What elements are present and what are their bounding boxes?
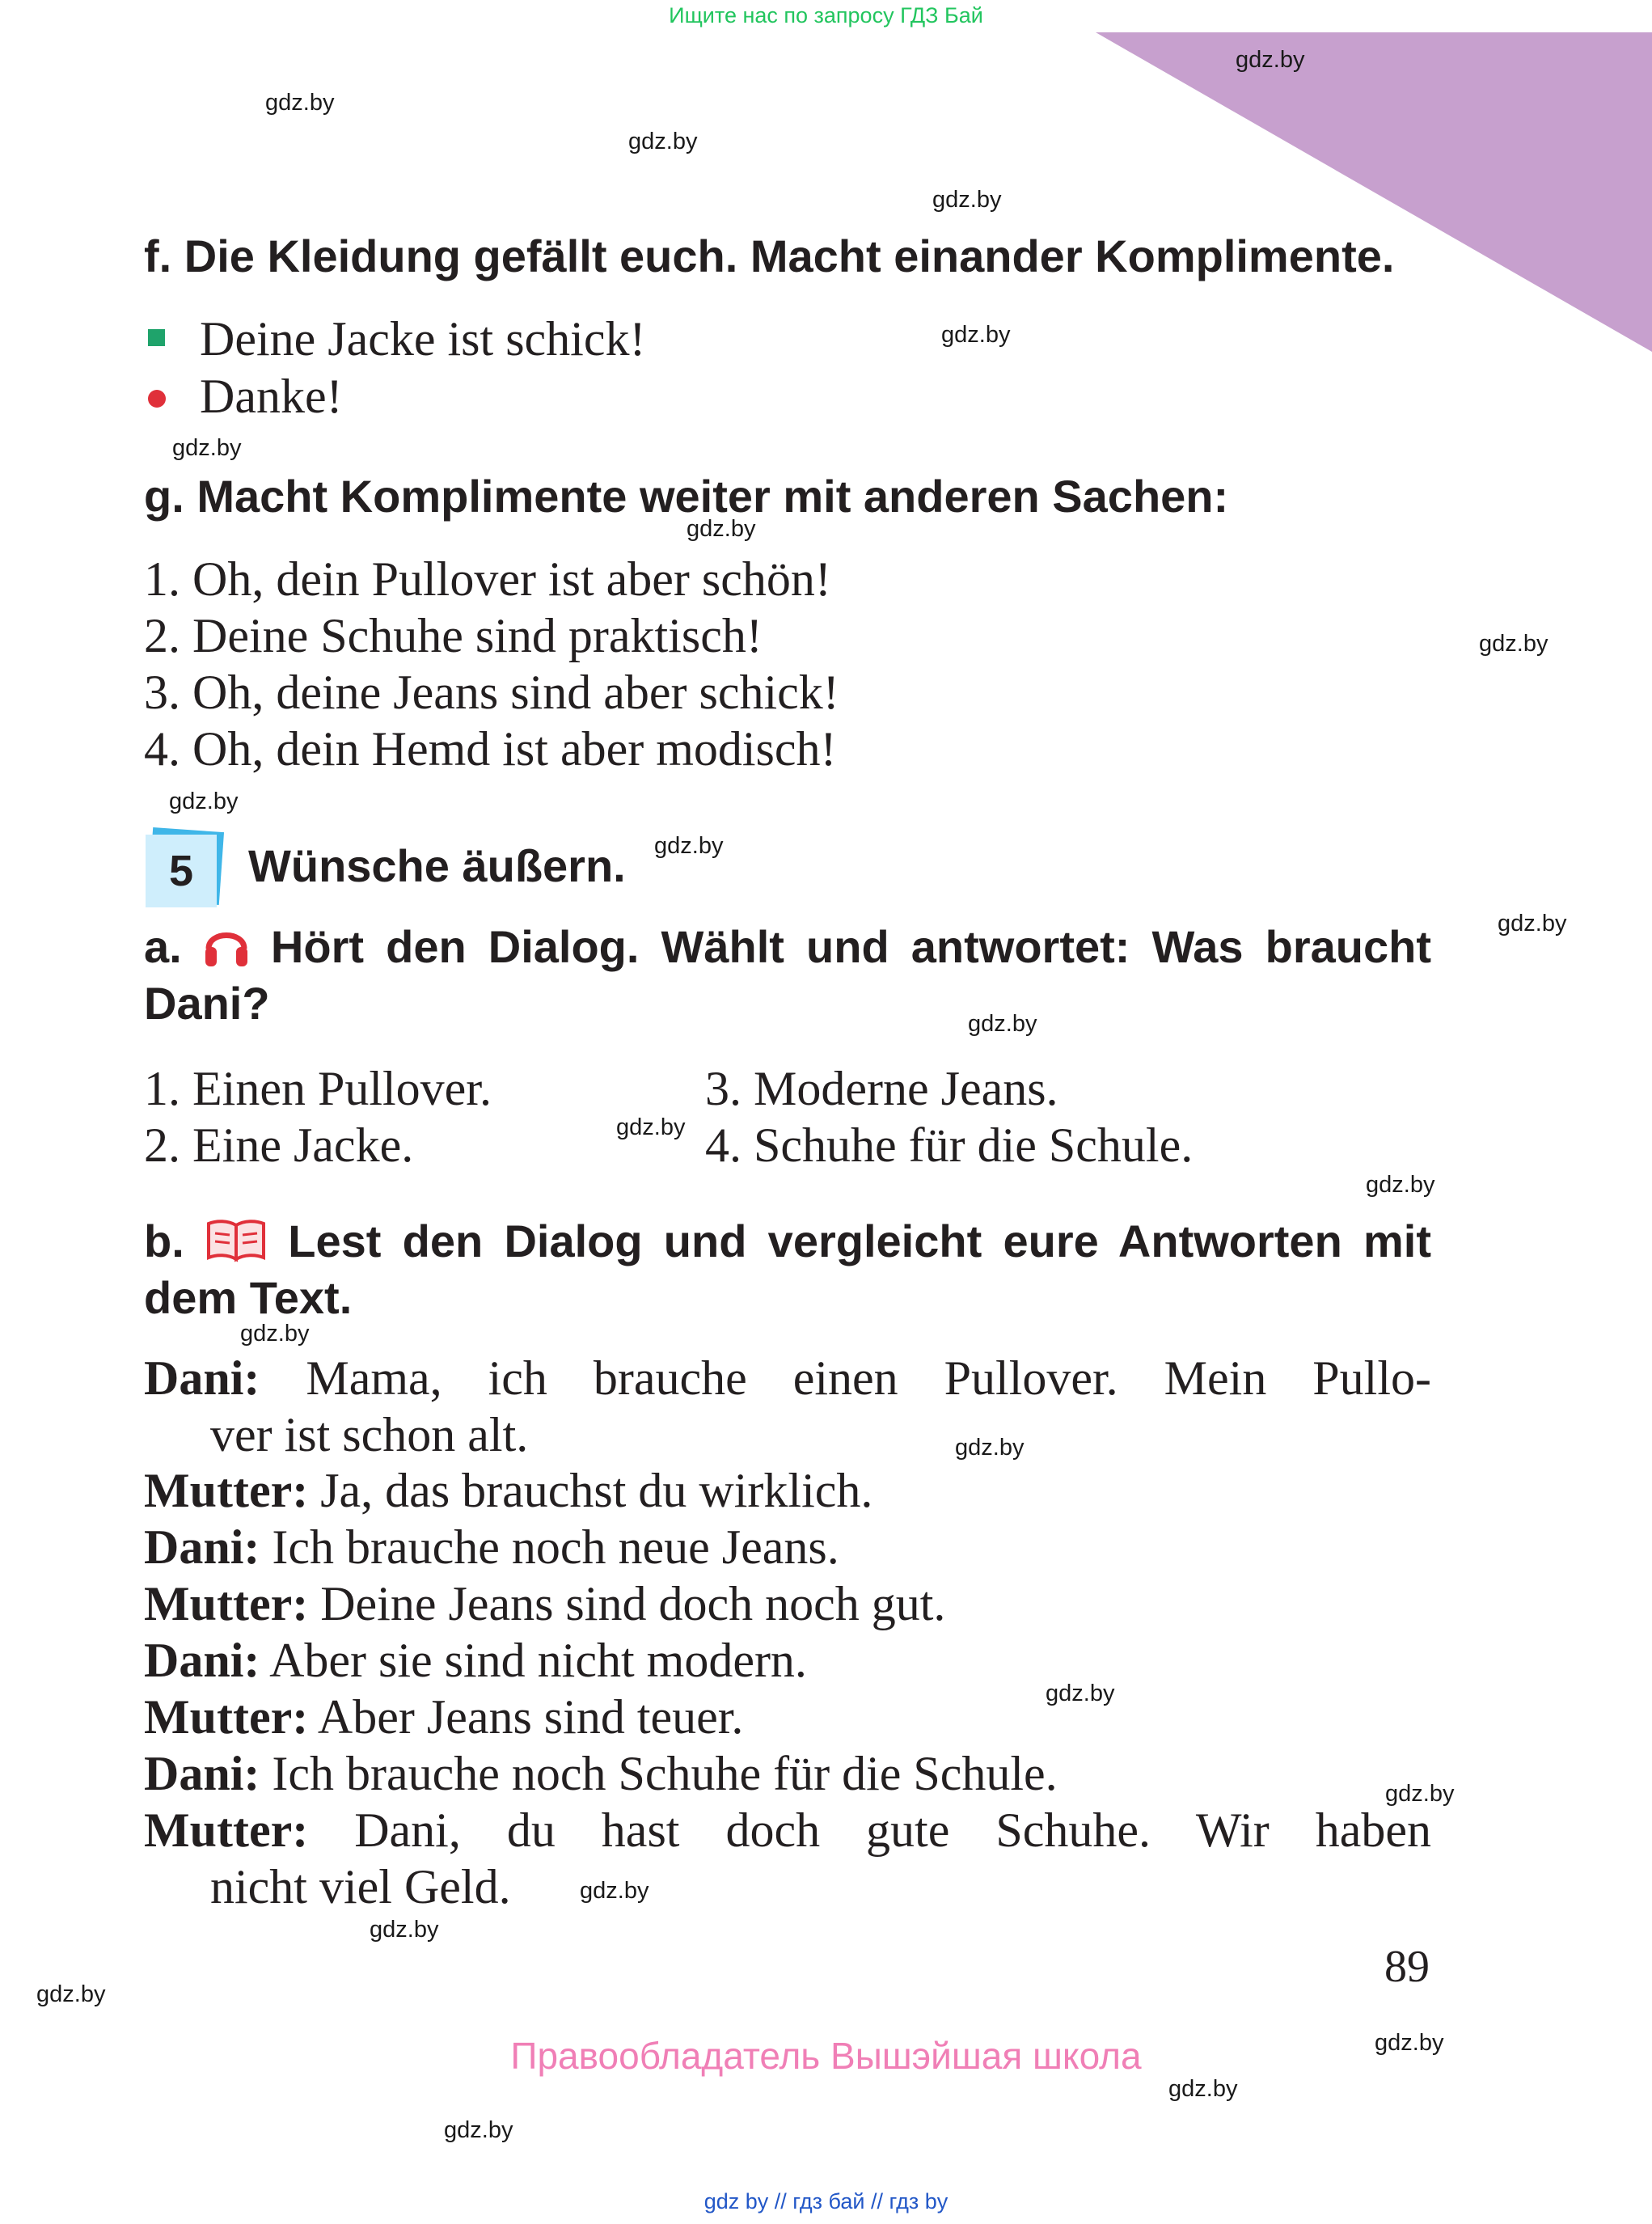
speaker: Dani: <box>144 1747 260 1800</box>
watermark: gdz.by <box>1479 631 1548 657</box>
dialog-line <box>144 1520 839 1575</box>
list-item <box>144 665 839 721</box>
section-a-line1 <box>144 920 1431 980</box>
dialog-line <box>144 1576 945 1632</box>
reply-line: Danke! <box>200 370 343 423</box>
list-item <box>144 721 837 777</box>
option-number: 3. <box>705 1062 741 1115</box>
watermark: gdz.by <box>941 322 1011 348</box>
headphones-icon <box>204 921 249 980</box>
dialog-line <box>144 1746 1058 1802</box>
dialog-line <box>144 1689 743 1745</box>
watermark: gdz.by <box>1375 2030 1444 2056</box>
item-text: Oh, dein Hemd ist aber modisch! <box>192 722 837 776</box>
watermark: gdz.by <box>1046 1681 1115 1706</box>
dialog-text: Aber sie sind nicht modern. <box>269 1634 807 1687</box>
watermark: gdz.by <box>240 1321 310 1347</box>
item-number: 1. <box>144 552 180 606</box>
section-b-text: Lest den Dialog und vergleicht eure Antworten mit <box>288 1216 1432 1266</box>
section-f-title: f. Die Kleidung gefällt euch. Macht einander Komplimente. <box>144 230 1395 281</box>
watermark: gdz.by <box>172 435 242 461</box>
watermark: gdz.by <box>580 1878 649 1904</box>
dialog-text: Dani, du hast doch gute Schuhe. Wir haben <box>354 1803 1432 1857</box>
item-text: Oh, deine Jeans sind aber schick! <box>192 666 839 719</box>
watermark: gdz.by <box>169 789 239 814</box>
green-square-icon <box>148 329 165 346</box>
dialog-text: Aber Jeans sind teuer. <box>317 1690 744 1744</box>
top-note: Ищите нас по запросу ГДЗ Бай <box>669 3 983 27</box>
bottom-links[interactable]: gdz by // гдз бай // гдз by <box>703 2189 949 2213</box>
dialog-text: Ich brauche noch neue Jeans. <box>272 1520 839 1574</box>
item-text: Oh, dein Pullover ist aber schön! <box>192 552 831 606</box>
section-a-prefix: a. <box>144 921 182 972</box>
dialog-text: Mama, ich brauche einen Pullover. Mein Pullo- <box>306 1351 1431 1405</box>
exercise-title: Wünsche äußern. <box>248 840 626 891</box>
speaker: Mutter: <box>144 1803 309 1857</box>
watermark: gdz.by <box>932 187 1002 213</box>
item-text: Deine Schuhe sind praktisch! <box>192 609 763 662</box>
watermark: gdz.by <box>654 833 724 859</box>
item-number: 2. <box>144 609 180 662</box>
option-item <box>705 1118 1193 1173</box>
option-number: 4. <box>705 1118 741 1172</box>
speaker: Dani: <box>144 1351 260 1405</box>
dialog-continuation: nicht viel Geld. <box>210 1860 511 1913</box>
item-number: 4. <box>144 722 180 776</box>
option-item <box>144 1118 413 1173</box>
section-b-line2: dem Text. <box>144 1272 353 1323</box>
red-dot-icon <box>148 390 166 408</box>
speaker: Dani: <box>144 1634 260 1687</box>
watermark: gdz.by <box>955 1435 1025 1461</box>
dialog-continuation: ver ist schon alt. <box>210 1408 529 1461</box>
watermark: gdz.by <box>1385 1781 1455 1807</box>
option-item <box>144 1061 492 1117</box>
option-text: Schuhe für die Schule. <box>754 1118 1194 1172</box>
section-b-prefix: b. <box>144 1216 184 1266</box>
dialog-line <box>144 1351 1431 1406</box>
option-item <box>705 1061 1058 1117</box>
page-number: 89 <box>1384 1942 1430 1992</box>
watermark: gdz.by <box>370 1917 439 1943</box>
dialog-text: Ja, das brauchst du wirklich. <box>320 1464 873 1517</box>
section-a-text: Hört den Dialog. Wählt und antwortet: Was braucht <box>270 921 1432 972</box>
option-number: 1. <box>144 1062 180 1115</box>
watermark: gdz.by <box>616 1114 686 1140</box>
dialog-text: Deine Jeans sind doch noch gut. <box>320 1577 946 1630</box>
option-text: Eine Jacke. <box>192 1118 414 1172</box>
option-text: Moderne Jeans. <box>754 1062 1058 1115</box>
speaker: Mutter: <box>144 1690 309 1744</box>
watermark: gdz.by <box>36 1981 106 2007</box>
dialog-line <box>144 1633 807 1689</box>
section-g-title: g. Macht Komplimente weiter mit anderen Sachen: <box>144 471 1229 522</box>
option-number: 2. <box>144 1118 180 1172</box>
watermark: gdz.by <box>1366 1172 1435 1198</box>
watermark: gdz.by <box>1498 911 1567 937</box>
dialog-text: Ich brauche noch Schuhe für die Schule. <box>272 1747 1058 1800</box>
speaker: Mutter: <box>144 1464 309 1517</box>
compliment-line: Deine Jacke ist schick! <box>200 312 646 366</box>
corner-decoration <box>1096 32 1652 352</box>
open-book-icon <box>205 1217 267 1273</box>
watermark: gdz.by <box>628 129 698 154</box>
section-b-line1 <box>144 1215 1431 1273</box>
copyright-owner: Правообладатель Вышэйшая школа <box>510 2035 1142 2077</box>
section-a-line2: Dani? <box>144 978 270 1029</box>
watermark: gdz.by <box>1236 47 1305 73</box>
dialog-line <box>144 1803 1431 1858</box>
watermark: gdz.by <box>968 1011 1037 1037</box>
watermark: gdz.by <box>444 2117 513 2143</box>
exercise-number-badge: 5 <box>146 835 217 907</box>
watermark: gdz.by <box>687 516 756 542</box>
speaker: Mutter: <box>144 1577 309 1630</box>
dialog-line <box>144 1463 872 1519</box>
list-item <box>144 608 763 664</box>
watermark: gdz.by <box>265 90 335 116</box>
speaker: Dani: <box>144 1520 260 1574</box>
option-text: Einen Pullover. <box>192 1062 492 1115</box>
item-number: 3. <box>144 666 180 719</box>
list-item <box>144 552 831 607</box>
watermark: gdz.by <box>1168 2076 1238 2102</box>
